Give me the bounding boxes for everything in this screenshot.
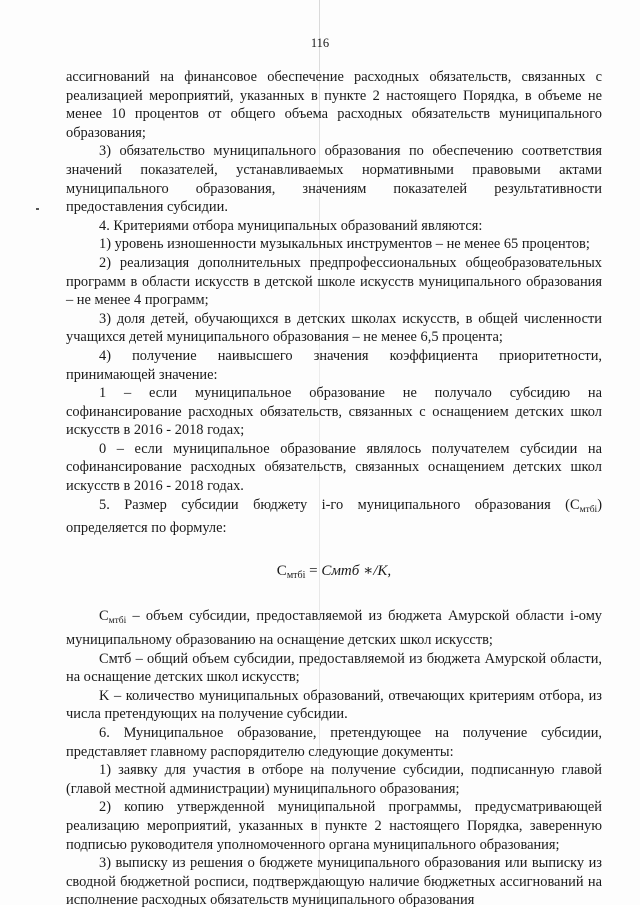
paragraph-item-5	[66, 496, 602, 538]
paragraph-item-3: 3) обязательство муниципального образования по обеспечению соответствия значений показателей, устанавливаемых нормативными правовыми актами муниципального образования, значениям показателей результативности предоставления субсидии.	[66, 143, 602, 216]
scan-mark	[36, 208, 39, 210]
paragraph-coef-0: 0 – если муниципальное образование являлось получателем субсидии на софинансирование расходных обязательств, связанных оснащением детских школ искусств в 2016 - 2018 годах.	[66, 440, 602, 495]
paragraph-criterion-2: 2) реализация дополнительных предпрофессиональных общеобразовательных программ в области искусств в детской школе искусств муниципального образования – не менее 4 программ;	[66, 254, 602, 309]
paragraph-coef-1: 1 – если муниципальное образование не получало субсидию на софинансирование расходных обязательств, связанных с оснащением детских школ искусств в 2016 - 2018 годах;	[66, 385, 602, 439]
paragraph-def-cmtb: Смтб – общий объем субсидии, предоставляемой из бюджета Амурской области, на оснащение детских школ искусств;	[66, 650, 602, 686]
para5-text: 5. Размер субсидии бюджету i-го муниципального образования (C	[99, 496, 580, 513]
formula-equals: =	[305, 562, 322, 579]
paragraph-criterion-4: 4) получение наивысшего значения коэффициента приоритетности, принимающей значение:	[66, 347, 602, 383]
def1-subscript: мтбi	[108, 616, 127, 627]
def1-text: – объем субсидии, предоставляемой из бюджета Амурской области i-ому муниципальному образованию на оснащение детских школ искусств;	[66, 608, 602, 649]
paragraph-def-cmtbi	[66, 607, 602, 649]
para5-tail: ) определяется по формуле:	[66, 496, 602, 537]
paragraph-doc-2: 2) копию утвержденной муниципальной программы, предусматривающей реализацию мероприятий, указанных в пункте 2 настоящего Порядка, заверенную подписью руководителя уполномоченного органа муниципального образования;	[66, 799, 602, 853]
formula-lhs-subscript: мтбi	[286, 569, 306, 581]
paragraph-item-6: 6. Муниципальное образование, претендующее на получение субсидии, представляет главному распорядителю следующие документы:	[66, 725, 602, 760]
paragraph-continuation: ассигнований на финансовое обеспечение расходных обязательств, связанных с реализацией мероприятий, указанных в пункте 2 настоящего Порядка, в объеме не менее 10 процентов от общего объема расходных обязательств муниципального образования;	[66, 69, 602, 141]
def1-symbol: C	[99, 608, 109, 625]
paragraph-criterion-1: 1) уровень изношенности музыкальных инструментов – не менее 65 процентов;	[99, 236, 590, 253]
page-number: 116	[310, 36, 330, 50]
paragraph-def-k: K – количество муниципальных образований, отвечающих критериям отбора, из числа претендующих на получение субсидии.	[66, 687, 602, 723]
formula-lhs: C	[276, 562, 287, 579]
paragraph-doc-3: 3) выписку из решения о бюджете муниципального образования или выписку из сводной бюджетной росписи, подтверждающую наличие бюджетных ассигнований на исполнение расходных обязательств муниципального образования	[66, 855, 602, 909]
document-body	[66, 68, 602, 910]
para5-subscript: мтбi	[579, 504, 598, 515]
formula	[66, 562, 602, 586]
paragraph-doc-1: 1) заявку для участия в отборе на получение субсидии, подписанную главой (главой местной администрации) муниципального образования;	[66, 762, 602, 797]
formula-rhs: Смтб ∗/K,	[321, 562, 392, 579]
paragraph-criteria-heading: 4. Критериями отбора муниципальных образований являются:	[99, 217, 483, 234]
paragraph-criterion-3: 3) доля детей, обучающихся в детских школах искусств, в общей численности учащихся детей муниципального образования – не менее 6,5 процента;	[66, 310, 602, 346]
